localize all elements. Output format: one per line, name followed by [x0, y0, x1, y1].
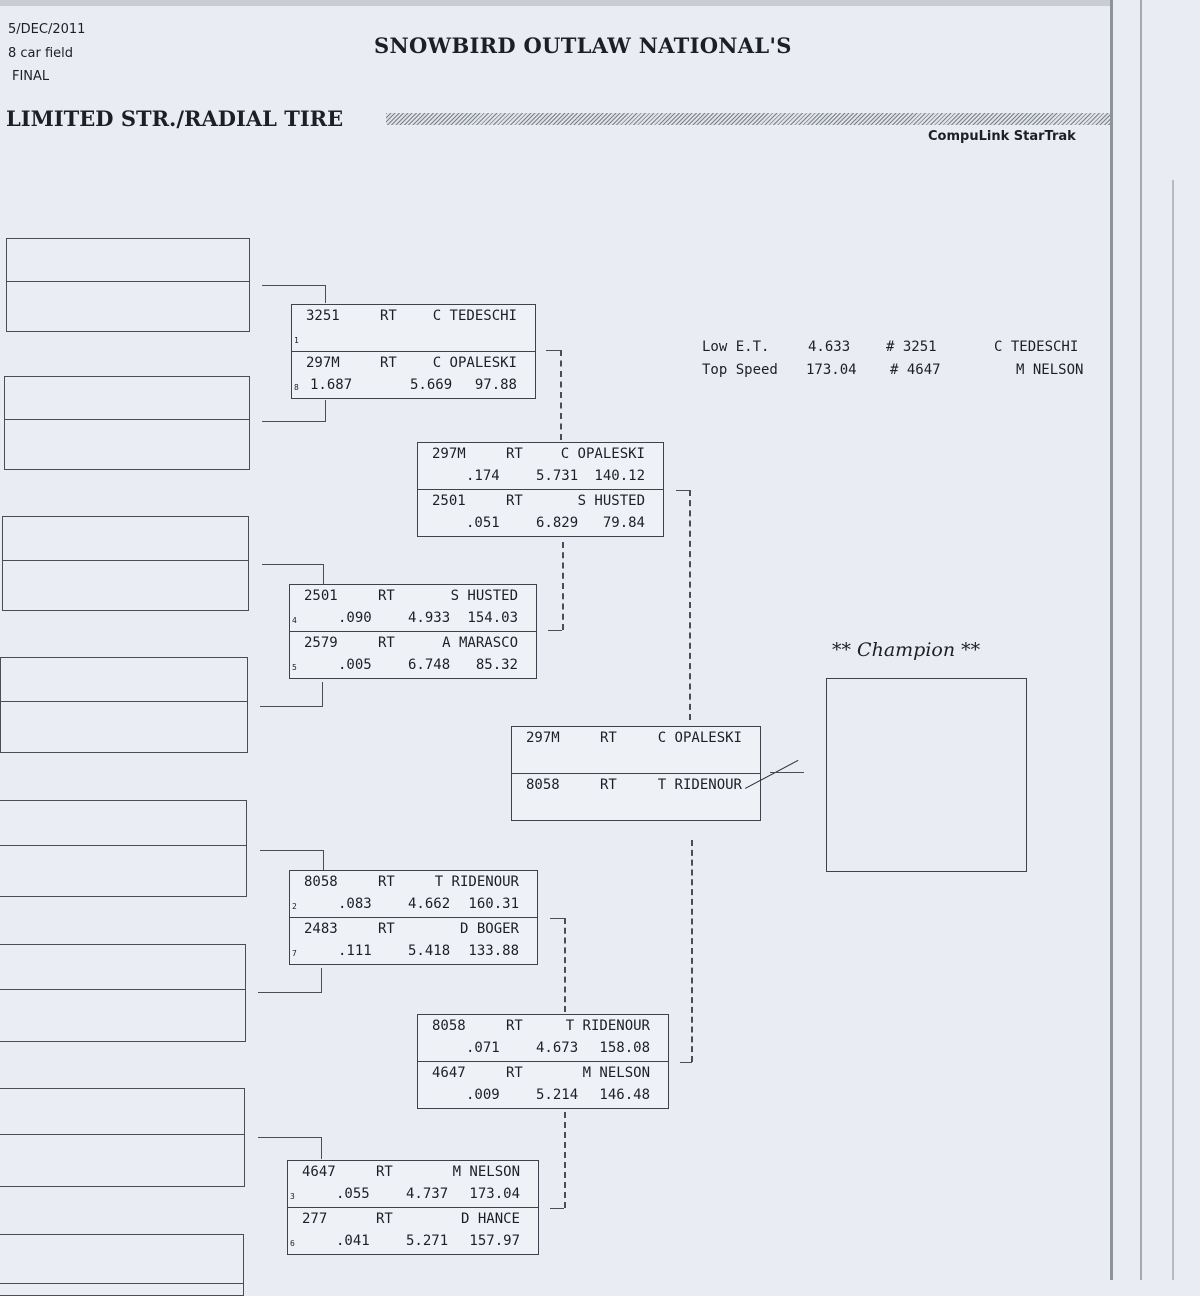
match-r1-d [287, 1160, 539, 1255]
empty-slot [0, 944, 246, 1042]
match-slot-bottom [418, 489, 663, 536]
elapsed-time: 6.829 [536, 515, 579, 531]
bracket-line [258, 992, 322, 993]
car-number: 8058 [304, 874, 338, 890]
empty-slot [0, 1088, 245, 1187]
bracket-line [550, 1208, 564, 1209]
low-et-car: # 3251 [886, 339, 937, 355]
bracket-line [322, 682, 323, 706]
bracket-line [548, 630, 562, 631]
top-speed-driver: M NELSON [1016, 362, 1084, 378]
car-number: 277 [302, 1211, 328, 1227]
car-number: 8058 [526, 777, 560, 793]
driver-name: S HUSTED [450, 588, 518, 604]
match-r2-a [417, 442, 664, 537]
car-number: 2501 [432, 493, 466, 509]
driver-name: A MARASCO [442, 635, 518, 651]
page-title: SNOWBIRD OUTLAW NATIONAL'S [374, 33, 792, 58]
lane-number: 4 [292, 616, 297, 625]
reaction-time: .083 [338, 896, 372, 912]
speed-mph: 157.97 [469, 1233, 520, 1249]
match-slot-top [290, 585, 536, 631]
elapsed-time: 5.214 [536, 1087, 579, 1103]
car-number: 3251 [306, 308, 340, 324]
match-slot-top [288, 1161, 538, 1207]
empty-slot [4, 376, 250, 470]
driver-name: D HANCE [460, 1211, 520, 1227]
lane-number: 3 [290, 1192, 295, 1201]
champion-box [826, 678, 1027, 872]
elapsed-time: 4.933 [408, 610, 451, 626]
bracket-line [691, 840, 693, 1062]
match-slot-top [292, 305, 535, 351]
class-name: LIMITED STR./RADIAL TIRE [6, 106, 344, 131]
bracket-line [550, 918, 564, 919]
car-number: 4647 [432, 1065, 466, 1081]
low-et-label: Low E.T. [702, 339, 770, 355]
bracket-line [680, 1062, 692, 1063]
speed-mph: 85.32 [475, 657, 518, 673]
match-final [511, 726, 761, 821]
low-et-driver: C TEDESCHI [994, 339, 1079, 355]
elapsed-time: 4.673 [536, 1040, 579, 1056]
bracket-line [560, 350, 562, 440]
driver-name: C TEDESCHI [432, 308, 517, 324]
field-size: 8 car field [8, 46, 74, 61]
driver-name: S HUSTED [577, 493, 645, 509]
top-speed-car: # 4647 [890, 362, 941, 378]
car-number: 297M [526, 730, 560, 746]
driver-name: T RIDENOUR [434, 874, 519, 890]
car-number: 8058 [432, 1018, 466, 1034]
speed-mph: 173.04 [469, 1186, 520, 1202]
match-slot-top [418, 1015, 668, 1061]
top-speed-value: 173.04 [806, 362, 857, 378]
reaction-time: .090 [338, 610, 372, 626]
lane-number: 6 [290, 1239, 295, 1248]
page-border [1140, 0, 1142, 1280]
bracket-line [262, 564, 324, 565]
reaction-time: .009 [466, 1087, 500, 1103]
match-slot-top [290, 871, 537, 917]
class-code: RT [506, 493, 523, 509]
bracket-line [262, 421, 326, 422]
match-r1-c [289, 870, 538, 965]
match-slot-bottom [292, 351, 535, 398]
match-slot-bottom [290, 917, 537, 964]
champion-label: ** Champion ** [832, 639, 981, 661]
elapsed-time: 5.669 [410, 377, 453, 393]
lane-number: 2 [292, 902, 297, 911]
driver-name: T RIDENOUR [657, 777, 742, 793]
reaction-time: .041 [336, 1233, 370, 1249]
lane-number: 7 [292, 949, 297, 958]
reaction-time: 1.687 [310, 377, 353, 393]
lane-number: 5 [292, 663, 297, 672]
bracket-line [325, 285, 326, 303]
class-code: RT [600, 730, 617, 746]
bracket-line [564, 918, 566, 1012]
lane-number: 1 [294, 336, 299, 345]
class-code: RT [506, 446, 523, 462]
car-number: 2483 [304, 921, 338, 937]
car-number: 297M [432, 446, 466, 462]
top-speed-label: Top Speed [702, 362, 778, 378]
match-slot-top [418, 443, 663, 489]
hatch-rule [386, 113, 1110, 125]
bracket-line [689, 490, 691, 720]
driver-name: C OPALESKI [432, 355, 517, 371]
speed-mph: 154.03 [467, 610, 518, 626]
class-code: RT [380, 355, 397, 371]
class-code: RT [506, 1018, 523, 1034]
stage-label: FINAL [12, 69, 50, 84]
car-number: 297M [306, 355, 340, 371]
driver-name: T RIDENOUR [565, 1018, 650, 1034]
bracket-line [546, 350, 560, 351]
class-code: RT [378, 921, 395, 937]
class-code: RT [600, 777, 617, 793]
class-code: RT [376, 1211, 393, 1227]
reaction-time: .111 [338, 943, 372, 959]
bracket-line [676, 490, 690, 491]
bracket-line [258, 1137, 322, 1138]
top-edge [0, 0, 1110, 6]
empty-slot [6, 238, 250, 332]
match-slot-bottom [288, 1207, 538, 1254]
reaction-time: .071 [466, 1040, 500, 1056]
reaction-time: .005 [338, 657, 372, 673]
reaction-time: .174 [466, 468, 500, 484]
match-r1-a [291, 304, 536, 399]
bracket-line [262, 285, 326, 286]
bracket-line [770, 772, 804, 773]
reaction-time: .051 [466, 515, 500, 531]
driver-name: C OPALESKI [657, 730, 742, 746]
match-slot-bottom [290, 631, 536, 678]
class-code: RT [376, 1164, 393, 1180]
elapsed-time: 5.271 [406, 1233, 449, 1249]
bracket-line [323, 564, 324, 584]
elapsed-time: 4.662 [408, 896, 451, 912]
driver-name: M NELSON [452, 1164, 520, 1180]
empty-slot [2, 516, 249, 611]
reaction-time: .055 [336, 1186, 370, 1202]
empty-slot [0, 657, 248, 753]
car-number: 2579 [304, 635, 338, 651]
car-number: 4647 [302, 1164, 336, 1180]
page-border [1110, 0, 1113, 1280]
match-r2-b [417, 1014, 669, 1109]
vendor-label: CompuLink StarTrak [928, 129, 1076, 144]
bracket-line [260, 706, 323, 707]
class-code: RT [378, 635, 395, 651]
match-slot-bottom [512, 773, 760, 820]
elapsed-time: 5.731 [536, 468, 579, 484]
speed-mph: 79.84 [602, 515, 645, 531]
match-slot-top [512, 727, 760, 773]
speed-mph: 140.12 [594, 468, 645, 484]
elapsed-time: 6.748 [408, 657, 451, 673]
bracket-line [323, 850, 324, 870]
match-r1-b [289, 584, 537, 679]
match-slot-bottom [418, 1061, 668, 1108]
speed-mph: 97.88 [474, 377, 517, 393]
elapsed-time: 4.737 [406, 1186, 449, 1202]
bracket-line [321, 968, 322, 992]
class-code: RT [378, 588, 395, 604]
speed-mph: 158.08 [599, 1040, 650, 1056]
bracket-line [321, 1137, 322, 1159]
bracket-line [325, 400, 326, 421]
low-et-value: 4.633 [808, 339, 851, 355]
speed-mph: 160.31 [468, 896, 519, 912]
page-border [1172, 180, 1174, 1280]
bracket-line [562, 542, 564, 630]
bracket-line [564, 1112, 566, 1208]
class-code: RT [506, 1065, 523, 1081]
speed-mph: 133.88 [468, 943, 519, 959]
driver-name: M NELSON [582, 1065, 650, 1081]
lane-number: 8 [294, 383, 299, 392]
car-number: 2501 [304, 588, 338, 604]
bracket-line [260, 850, 324, 851]
speed-mph: 146.48 [599, 1087, 650, 1103]
driver-name: D BOGER [459, 921, 519, 937]
driver-name: C OPALESKI [560, 446, 645, 462]
elapsed-time: 5.418 [408, 943, 451, 959]
empty-slot [0, 1234, 244, 1296]
class-code: RT [380, 308, 397, 324]
event-date: 5/DEC/2011 [8, 22, 86, 37]
empty-slot [0, 800, 247, 897]
class-code: RT [378, 874, 395, 890]
